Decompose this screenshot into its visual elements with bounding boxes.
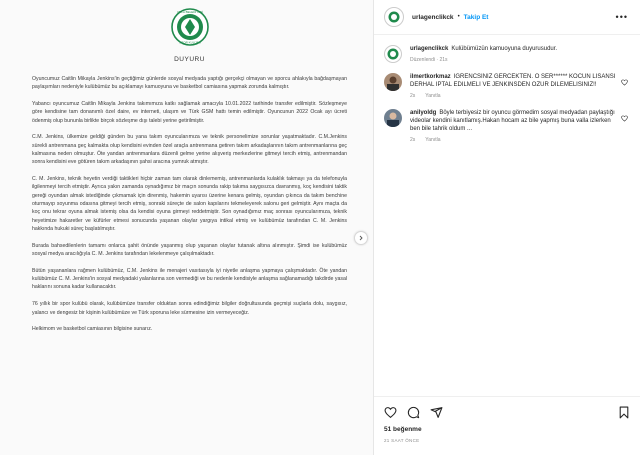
comment-time: 2s xyxy=(410,137,416,143)
comment-time: 2s xyxy=(410,93,416,99)
share-icon[interactable] xyxy=(430,406,443,419)
follow-button[interactable]: Takip Et xyxy=(463,13,489,21)
author-username[interactable]: urlagenclikck xyxy=(412,13,454,21)
document-paragraph: Yabancı oyuncumuz Caitlin Mikayla Jenkins takımımıza katkı sağlamak amacıyla 10.01.2022 tarihinde transfer edilmiştir. Sözleşmeye göre kendisine tam donanımlı özel daire, ev interneti, ulaşım ve Türk GSM hattı temin edilmiştir. Oyuncunun 2022 Ocak ayı ücreti ödenmiş olup bununla birlikte birçok sözleşme dışı talebi yerine getirilmiştir. xyxy=(32,101,347,124)
club-logo xyxy=(32,8,347,46)
reply-button[interactable]: Yanıtla xyxy=(425,137,441,143)
club-logo-icon xyxy=(386,9,402,25)
comment-text: IGRENCSINIZ GERCEKTEN. O SER****** KOCUN LISANSI DERHAL IPTAL EDILMELI VE JENKINSDEN OZUR DILEMELISINIZ!! xyxy=(410,74,616,88)
next-image-button[interactable] xyxy=(354,231,368,245)
comment-meta-edited: Düzenlendi · 21s xyxy=(410,57,448,63)
heart-icon[interactable] xyxy=(621,115,628,122)
document-paragraph: C. M. Jenkins, teknik heyetin verdiği taktikleri hiçbir zaman tam olarak dinlememiş, antrenmanlarda kulaklık takmayı ya da telefonuyla ilgilenmeyi tercih etmiştir. Ayrıca yakın zamanda oynadığımız bir maçın sonunda rakip takıma saygısızca davranmış, koç kendisini taktik gereği oyundan almak istediğinde çıkmamak için direnmiş, hakemin uyarısı üzerine kenara gelmiş, oyundan çıkınca da takım benchine oturmayıp soyunma odasına gitmeyi tercih etmiş, sonraki süreçte de salon kapılarını tekmeleyerek salonu geri gelmiştir. Aynı maçta da koç onu tekrar oyuna almak istemiş olsa da kendisi oyuna girmeyi reddetmiştir. Son oynadığımız maç sonrası oyuncularımıza, teknik heyetimize hakaretler ve küfürler etmesi sonucunda yaşanan olaylar yargıya intikal etmiş ve kulübümüz tarafından C. M. Jenkins hakkında hukuki süreç başlatılmıştır. xyxy=(32,176,347,232)
document-title: DUYURU xyxy=(174,56,205,63)
comment-avatar[interactable] xyxy=(384,73,402,91)
post-actions xyxy=(374,396,640,456)
reply-button[interactable]: Yanıtla xyxy=(425,93,441,99)
user-photo-icon xyxy=(384,109,402,127)
comment-item xyxy=(384,109,630,143)
author-avatar[interactable] xyxy=(384,7,404,27)
logo-text-top: URLA BELEDİYESİ xyxy=(176,10,203,15)
document-paragraph: C.M. Jenkins, ülkemize geldiği günden bu yana takım oyuncularımıza ve teknik personelimize sorunlar yaşatmaktadır. C.M.Jenkins sürekli antrenmana geç kalmakta olup kendisini evinden özel araçla antrenmana getiren takım arkadaşlarının takım antrenmanlarına geç kalmasına neden olmuştur. Öte yandan antrenmanlara düzenli gelme yerine alışveriş merkezlerine gitmeyi tercih etmiş, antrenmandan sonra kendisini eve götüren takım arkadaşının şahsi aracına yumruk atmıştır. xyxy=(32,134,347,166)
document-paragraph: Burada bahsedilenlerin tamamı onlarca şahit önünde yaşanmış olup yaşanan olaylar tutanak altına alınmıştır. Şimdi ise kulübümüz sosyal medya aracılığıyla C. M. Jenkins tarafından lekelenmeye çalışılmaktadır. xyxy=(32,242,347,258)
like-count[interactable]: 51 beğenme xyxy=(384,426,422,433)
club-logo-icon xyxy=(385,46,401,62)
comment-avatar[interactable] xyxy=(384,109,402,127)
comment-avatar[interactable] xyxy=(384,45,402,63)
user-photo-icon xyxy=(384,73,402,91)
separator-dot: • xyxy=(457,14,460,20)
comment-username[interactable]: ilmertkorkmaz xyxy=(410,74,451,80)
comment-text: Böyle terbiyesiz bir oyuncu görmedim sosyal medyadan paylaştığı videolar kendini kanıtlamış.Hakan hocam az bile yapmış buna valla izlerken ben bile tahrik oldum ... xyxy=(410,110,615,132)
document-paragraph: 76 yıllık bir spor kulübü olarak, kulübümüze transfer olduktan sonra edindiğimiz bilgiler doğrultusunda geçmişi suçlarla dolu, saygısız, yalancı ve dengesiz bir kişinin kulübümüze ve Türk sporuna leke sürmesine izin vermeyeceğiz. xyxy=(32,301,347,316)
document-paragraph: Helkimom ve basketbol camiasının bilgisine sunarız. xyxy=(32,326,153,333)
post-timestamp: 21 SAAT ÖNCE xyxy=(384,438,420,443)
post-header xyxy=(374,0,640,35)
comment-list xyxy=(374,35,640,143)
chevron-right-icon xyxy=(358,235,364,241)
club-logo-icon xyxy=(171,8,209,46)
comment-item xyxy=(384,45,630,63)
document-paragraph: Oyuncumuz Caitlin Mikayla Jenkins'in geçtiğimiz günlerde sosyal medyada yaptığı gerçekçi olmayan ve sporcu ahlakıyla bağdaşmayan paylaşımları nedeniyle kulübümüz bu açıklamayı kamuoyuna ve basketbol camiasına yapmak zorunda kalmıştır. xyxy=(32,76,347,91)
more-options-button[interactable]: ••• xyxy=(615,12,628,22)
comment-icon[interactable] xyxy=(407,406,420,419)
post-side-panel xyxy=(374,0,640,455)
heart-icon[interactable] xyxy=(621,79,628,86)
comment-username[interactable]: anilyoldg xyxy=(410,110,437,116)
comment-item xyxy=(384,73,630,99)
logo-text-bottom: SPOR KULÜBÜ xyxy=(178,40,201,45)
bookmark-icon[interactable] xyxy=(618,406,630,419)
comment-text: Kulübümüzün kamuoyuna duyurusudur. xyxy=(451,46,558,52)
heart-icon[interactable] xyxy=(384,406,397,419)
comment-username[interactable]: urlagenclikck xyxy=(410,46,449,52)
document-paragraph: Bütün yaşananlara rağmen kulübümüz, C.M. Jenkins ile menajeri vasıtasıyla iyi niyetle anlaşma yapmaya çalışmaktadır. Öte yandan kulübümüz C. M. Jenkins'in sosyal medyadaki yalanlarına son vermediği ve bu nedenle kendisiyle anlaşma sağlanamadığı takdirde yasal haklarını sonuna kadar kullanacaktır. xyxy=(32,267,347,291)
